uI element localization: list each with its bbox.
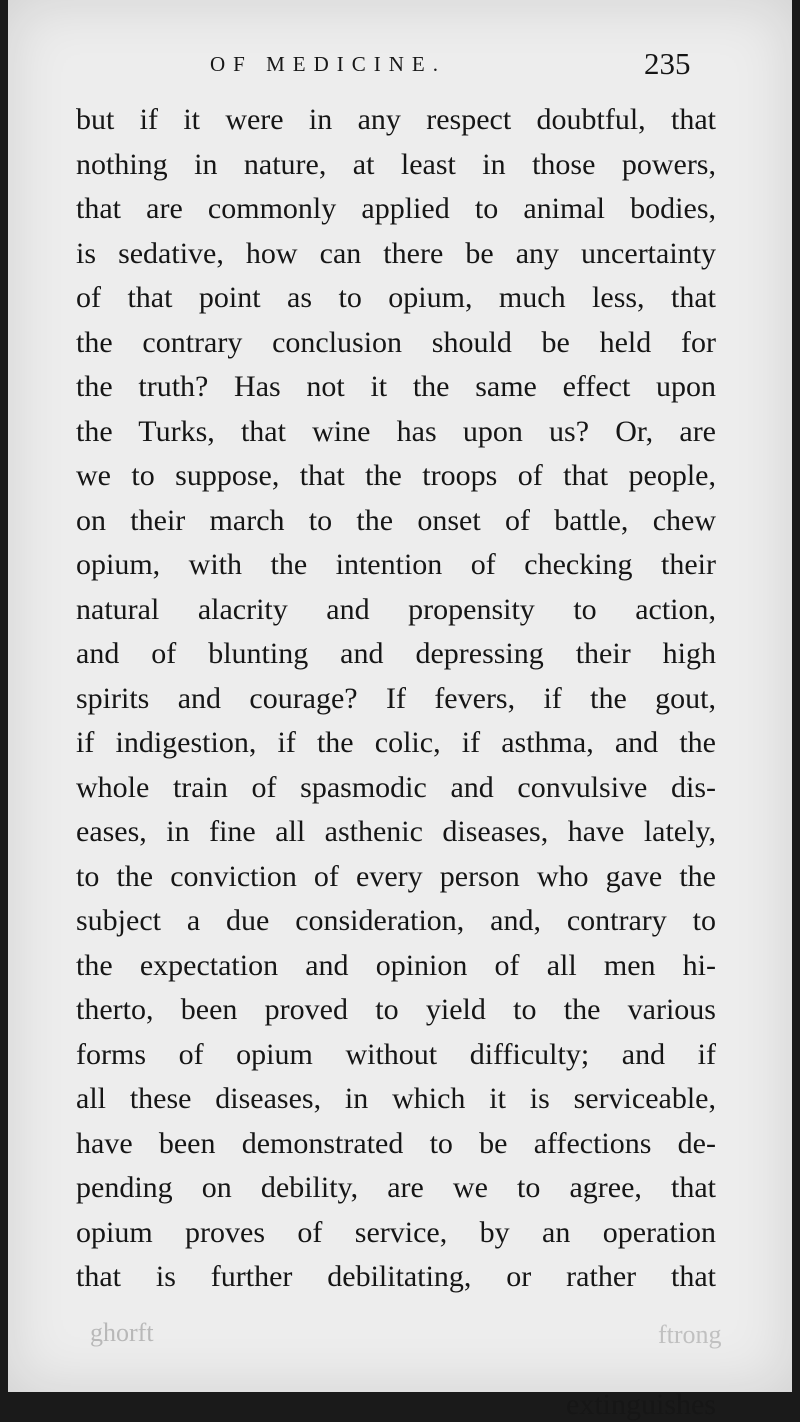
text-line: subject a due consideration, and, contrary to	[76, 904, 716, 937]
text-line: opium proves of service, by an operation	[76, 1215, 716, 1249]
text-line: have been demonstrated to be affections de-	[76, 1126, 716, 1160]
text-line: spirits and courage? If fevers, if the gout,	[76, 681, 716, 715]
text-line: the expectation and opinion of all men hi-	[76, 948, 716, 982]
text-line: but if it were in any respect doubtful, that	[76, 103, 716, 136]
text-line: forms of opium without difficulty; and if	[76, 1037, 716, 1071]
page-number: 235	[644, 46, 691, 81]
text-line: therto, been proved to yield to the various	[76, 993, 716, 1026]
text-line: the Turks, that wine has upon us? Or, are	[76, 414, 716, 448]
text-line: the contrary conclusion should be held for	[76, 325, 716, 359]
text-line: the truth? Has not it the same effect upon	[76, 370, 716, 403]
running-title: OF MEDICINE.	[210, 52, 446, 76]
text-line: nothing in nature, at least in those powers,	[76, 147, 716, 181]
text-line: to the conviction of every person who gave the	[76, 859, 716, 893]
text-line: eases, in fine all asthenic diseases, have lately,	[76, 815, 716, 848]
text-line: we to suppose, that the troops of that people,	[76, 459, 716, 492]
text-line: is sedative, how can there be any uncertainty	[76, 236, 716, 270]
book-page	[8, 0, 792, 1421]
text-line: if indigestion, if the colic, if asthma, and the	[76, 726, 716, 759]
text-line: of that point as to opium, much less, that	[76, 281, 716, 314]
text-line: all these diseases, in which it is serviceable,	[76, 1082, 716, 1115]
text-line: on their march to the onset of battle, chew	[76, 503, 716, 537]
text-line: and of blunting and depressing their high	[76, 637, 716, 670]
text-line: pending on debility, are we to agree, that	[76, 1171, 716, 1204]
catchword: extinguishes	[566, 1388, 716, 1421]
text-line: opium, with the intention of checking their	[76, 548, 716, 581]
show-through-text: ftrong	[658, 1320, 722, 1349]
text-line: that are commonly applied to animal bodies,	[76, 192, 716, 225]
text-line: natural alacrity and propensity to action,	[76, 592, 716, 626]
running-head	[8, 46, 792, 82]
text-line: whole train of spasmodic and convulsive dis-	[76, 770, 716, 804]
text-line: that is further debilitating, or rather that	[76, 1260, 716, 1293]
show-through-text: ghorft	[90, 1318, 154, 1347]
